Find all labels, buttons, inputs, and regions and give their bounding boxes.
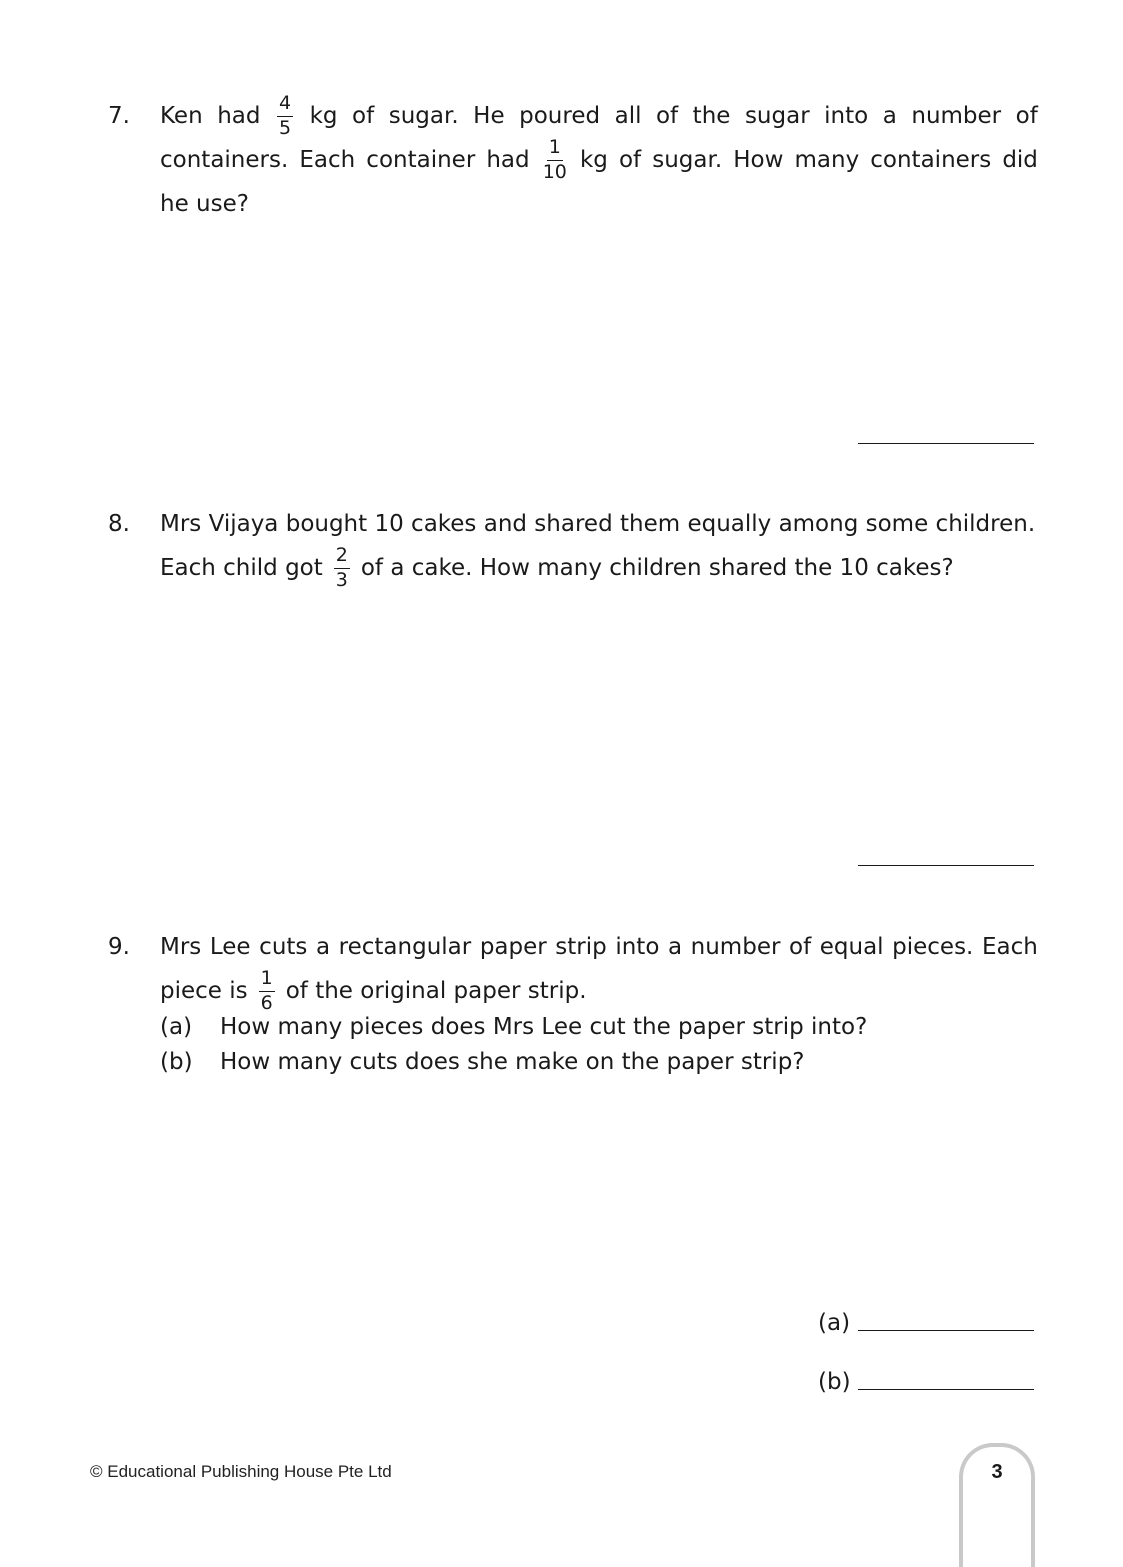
part-label: (b) (160, 1049, 193, 1075)
word: of (618, 147, 642, 173)
word: sugar. (652, 147, 723, 173)
word: a (315, 934, 331, 960)
part-text: How many cuts does she make on the paper strip? (220, 1049, 805, 1075)
word: had (486, 147, 530, 173)
text: of the original paper strip. (285, 978, 587, 1004)
answer-label-b: (b) (818, 1369, 851, 1395)
text: piece is (160, 978, 248, 1004)
word: did (1002, 147, 1038, 173)
fraction-2-3: $\frac{2}{3}$ (335, 544, 348, 591)
word: equal (819, 934, 884, 960)
word: containers. (160, 147, 289, 173)
word: number (690, 934, 781, 960)
word: pieces. (892, 934, 974, 960)
word: sugar (744, 103, 810, 129)
word: a (667, 934, 683, 960)
word: into (615, 934, 660, 960)
word: of (1015, 103, 1038, 129)
word: of (655, 103, 679, 129)
part-label: (a) (160, 1014, 193, 1040)
question-7-line-2 (160, 138, 1038, 182)
word: paper (479, 934, 547, 960)
word: container (366, 147, 476, 173)
word: sugar. (388, 103, 459, 129)
word: had (217, 103, 261, 129)
text: Each child got (160, 555, 323, 581)
page-number-tab (959, 1443, 1035, 1567)
answer-line-q7[interactable] (858, 443, 1034, 444)
question-number: 7. (108, 103, 130, 129)
word: He (473, 103, 505, 129)
answer-line-q9a[interactable] (858, 1330, 1034, 1331)
answer-line-q8[interactable] (858, 865, 1034, 866)
word: a (882, 103, 897, 129)
question-9-line-1 (160, 925, 1038, 969)
answer-label-a: (a) (818, 1310, 851, 1336)
question-9-part-b (160, 1040, 1038, 1084)
page-number: 3 (991, 1461, 1003, 1483)
text: of a cake. How many children shared the 10 cakes? (360, 555, 954, 581)
word: Lee (209, 934, 251, 960)
question-7-line-1 (160, 94, 1038, 138)
word: strip (555, 934, 607, 960)
word: poured (519, 103, 601, 129)
word: all (614, 103, 642, 129)
question-8-line-2 (160, 546, 1038, 590)
word: rectangular (338, 934, 472, 960)
word: containers (870, 147, 992, 173)
question-8-line-1: Mrs Vijaya bought 10 cakes and shared them equally among some children. (160, 511, 1036, 537)
word: kg (309, 103, 338, 129)
word: many (794, 147, 860, 173)
question-number: 8. (108, 511, 130, 537)
word: the (692, 103, 731, 129)
fraction-1-10: $\frac{1}{10}$ (542, 136, 567, 183)
word: Mrs (160, 934, 202, 960)
fraction-4-5: $\frac{4}{5}$ (278, 92, 292, 139)
word: Ken (160, 103, 203, 129)
word: into (824, 103, 869, 129)
word: Each (981, 934, 1038, 960)
word: cuts (259, 934, 308, 960)
fraction-1-6: $\frac{1}{6}$ (260, 967, 273, 1014)
question-7-line-3: he use? (160, 191, 249, 217)
word: kg (579, 147, 608, 173)
word: Each (299, 147, 356, 173)
word: number (911, 103, 1002, 129)
word: of (352, 103, 375, 129)
word: of (789, 934, 812, 960)
question-number: 9. (108, 934, 130, 960)
copyright-footer: © Educational Publishing House Pte Ltd (90, 1462, 392, 1481)
answer-line-q9b[interactable] (858, 1389, 1034, 1390)
word: How (733, 147, 784, 173)
part-text: How many pieces does Mrs Lee cut the paper strip into? (220, 1014, 868, 1040)
